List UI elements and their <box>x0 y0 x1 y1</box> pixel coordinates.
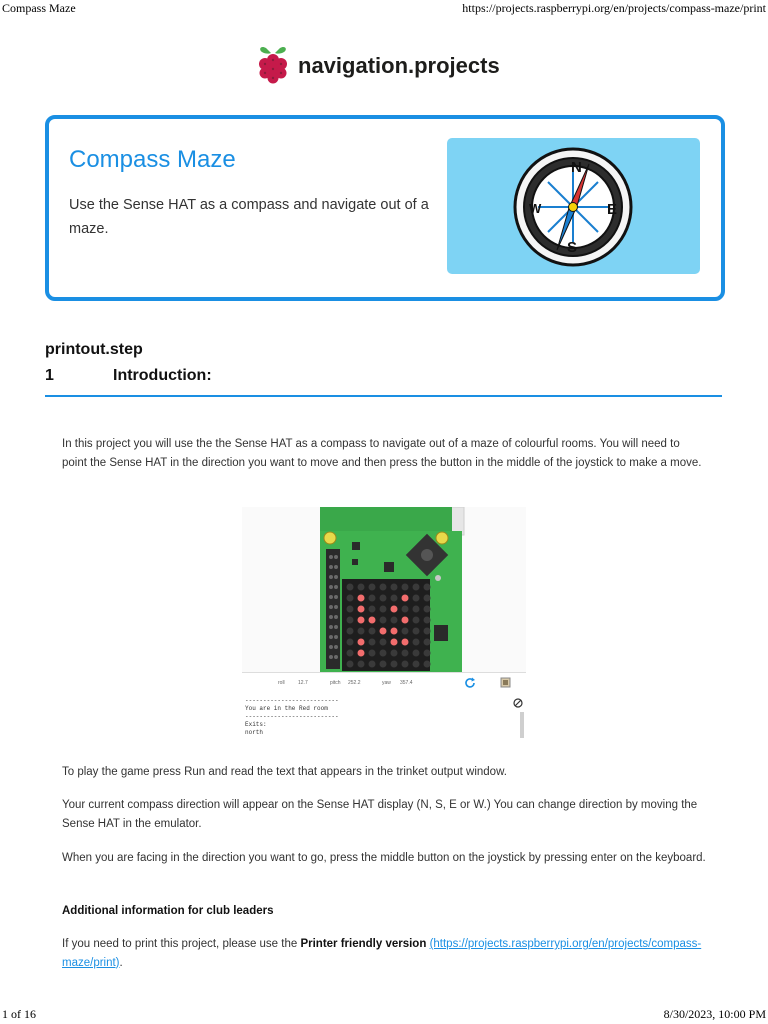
roll-value: 12.7 <box>298 680 308 686</box>
yaw-value: 357.4 <box>400 680 413 686</box>
project-title: Compass Maze <box>69 146 236 173</box>
printer-friendly-link[interactable]: (https://projects.raspberrypi.org/en/projects/compass-maze/print) <box>62 938 702 969</box>
console-line: north <box>245 729 264 736</box>
compass-north-label: N <box>571 159 582 176</box>
sense-hat-board <box>242 507 526 672</box>
compass-icon <box>447 138 700 274</box>
step-divider <box>45 395 722 397</box>
print-header-title: Compass Maze <box>2 1 76 15</box>
print-text: If you need to print this project, please use the <box>62 938 301 950</box>
sense-hat-emulator-screenshot <box>242 507 526 739</box>
console-line: -------------------------- <box>245 713 339 720</box>
step-title: Introduction: <box>113 367 212 384</box>
compass-south-label: S <box>567 239 578 256</box>
print-footer <box>0 1006 768 1024</box>
step-label: printout.step <box>45 341 143 358</box>
refresh-icon[interactable] <box>464 677 476 689</box>
compass-east-label: E <box>607 201 618 218</box>
printer-friendly-label: Printer friendly version <box>300 938 427 950</box>
print-datetime: 8/30/2023, 10:00 PM <box>663 1007 766 1021</box>
console-line: You are in the Red room <box>245 705 328 712</box>
console-scrollbar[interactable] <box>520 712 524 738</box>
clear-console-icon[interactable] <box>513 698 523 708</box>
brand-header <box>0 44 768 88</box>
output-console <box>242 692 526 739</box>
emulator-board-view <box>242 507 526 672</box>
project-description: Use the Sense HAT as a compass and navigate out of a maze. <box>69 197 429 237</box>
print-header-url: https://projects.raspberrypi.org/en/projects/compass-maze/print <box>462 1 766 15</box>
play-paragraph: To play the game press Run and read the text that appears in the trinket output window. <box>62 766 507 778</box>
print-paragraph <box>62 935 707 972</box>
project-illustration <box>447 138 700 274</box>
direction-paragraph: Your current compass direction will appear on the Sense HAT display (N, S, E or W.) You can change direction by moving the Sense HAT in the emulator. <box>62 799 698 830</box>
club-leaders-heading: Additional information for club leaders <box>62 905 274 917</box>
settings-icon[interactable] <box>500 677 511 688</box>
intro-paragraph: In this project you will use the the Sense HAT as a compass to navigate out of a maze of colourful rooms. You will need to point the Sense HAT in the direction you want to move and then press the button in the middle of the joystick to make a move. <box>62 438 702 469</box>
compass-west-label: W <box>529 201 542 216</box>
console-line: -------------------------- <box>245 697 339 704</box>
facing-paragraph: When you are facing in the direction you want to go, press the middle button on the joystick by pressing enter on the keyboard. <box>62 852 706 864</box>
brand-name: navigation.projects <box>298 53 500 78</box>
yaw-label: yaw <box>382 680 391 686</box>
roll-label: roll <box>278 680 285 686</box>
raspberry-pi-logo-icon <box>256 44 290 84</box>
print-header <box>0 0 768 18</box>
print-suffix: . <box>119 956 123 969</box>
emulator-sensor-bar <box>242 672 526 693</box>
project-card <box>45 115 725 301</box>
console-line: Exits: <box>245 721 267 728</box>
pitch-label: pitch <box>330 680 341 686</box>
step-number: 1 <box>45 367 54 384</box>
page-counter: 1 of 16 <box>2 1007 36 1021</box>
pitch-value: 252.2 <box>348 680 361 686</box>
